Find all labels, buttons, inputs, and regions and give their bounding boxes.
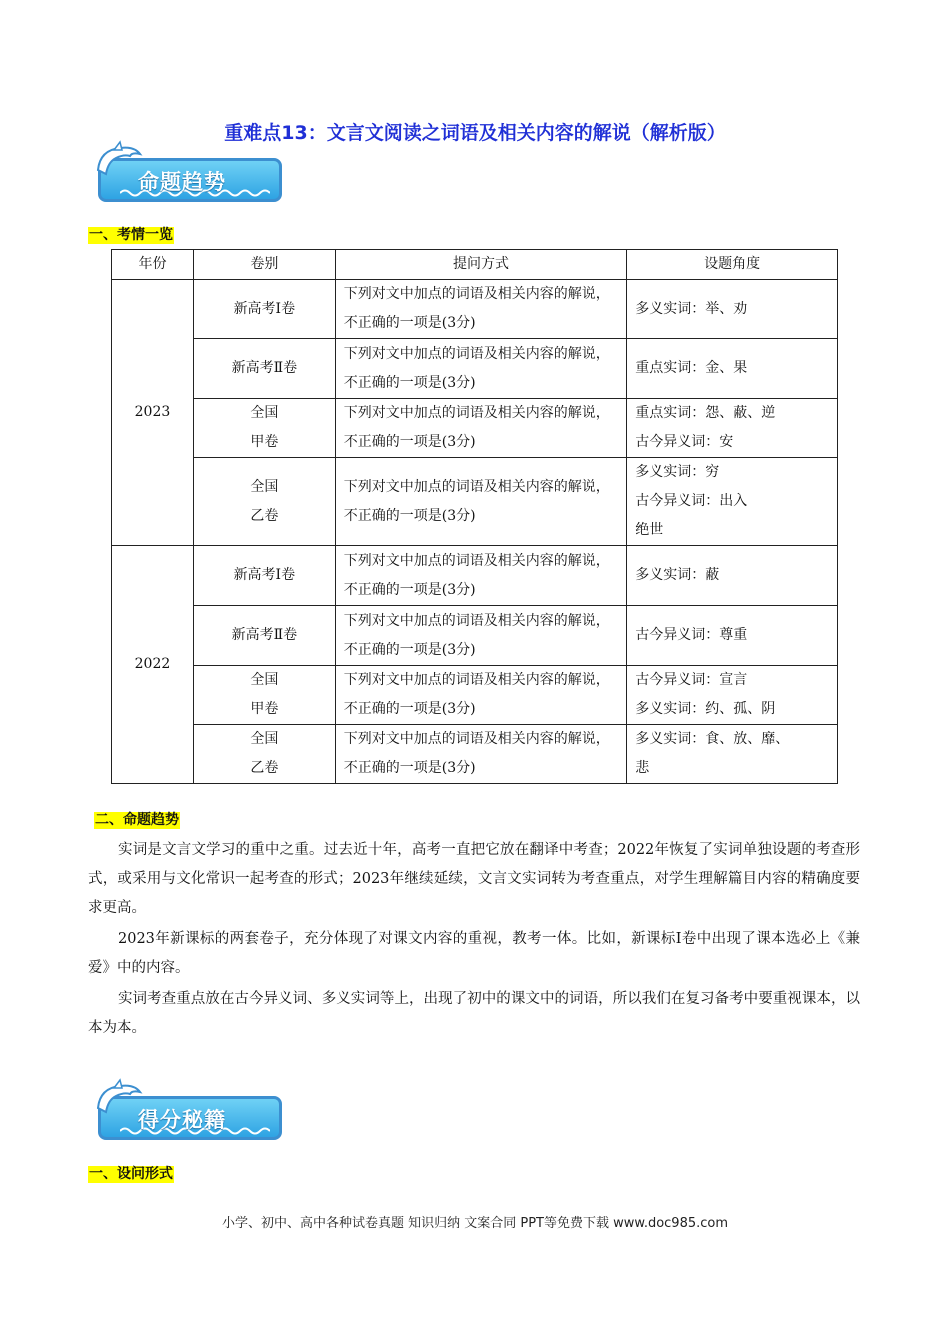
question-cell: 下列对文中加点的词语及相关内容的解说，不正确的一项是(3分) <box>335 546 627 606</box>
paper-cell: 新高考Ⅰ卷 <box>193 546 335 606</box>
question-cell: 下列对文中加点的词语及相关内容的解说，不正确的一项是(3分) <box>335 725 627 784</box>
paper-cell: 新高考Ⅱ卷 <box>193 606 335 666</box>
section-heading-question-form: 一、设问形式 <box>89 1166 173 1182</box>
section-heading-overview: 一、考情一览 <box>89 227 173 243</box>
paper-cell: 全国 乙卷 <box>193 725 335 784</box>
table-header-cell: 卷别 <box>193 250 335 280</box>
angle-cell: 多义实词：穷 古今异义词：出入 绝世 <box>627 458 838 546</box>
page-footer: 小学、初中、高中各种试卷真题 知识归纳 文案合同 PPT等免费下载 www.doc985.com <box>221 1216 729 1231</box>
angle-cell: 多义实词：食、放、靡、 悲 <box>627 725 838 784</box>
paper-cell: 全国 甲卷 <box>193 399 335 458</box>
question-cell: 下列对文中加点的词语及相关内容的解说，不正确的一项是(3分) <box>335 458 627 546</box>
trend-paragraph-2: 2023年新课标的两套卷子，充分体现了对课文内容的重视，教考一体。比如，新课标Ⅰ卷中出现了课本选必上《兼爱》中的内容。 <box>88 931 860 976</box>
dolphin-icon <box>94 1078 144 1118</box>
banner-tips-label: 得分秘籍 <box>138 1108 226 1132</box>
question-cell: 下列对文中加点的词语及相关内容的解说，不正确的一项是(3分) <box>335 606 627 666</box>
page-title: 重难点13：文言文阅读之词语及相关内容的解说（解析版） <box>224 122 726 144</box>
dolphin-icon <box>94 140 144 180</box>
table-row <box>112 666 838 725</box>
table-row <box>112 606 838 666</box>
question-cell: 下列对文中加点的词语及相关内容的解说，不正确的一项是(3分) <box>335 399 627 458</box>
paper-cell: 新高考Ⅱ卷 <box>193 339 335 399</box>
trend-paragraph-3: 实词考查重点放在古今异义词、多义实词等上，出现了初中的课文中的词语，所以我们在复习备考中要重视课本，以本为本。 <box>88 991 860 1036</box>
banner-trend-label: 命题趋势 <box>138 170 226 194</box>
table-row <box>112 725 838 784</box>
table-header-cell: 设题角度 <box>627 250 838 280</box>
table-row <box>112 339 838 399</box>
exam-overview-table <box>111 249 838 784</box>
angle-cell: 多义实词：举、劝 <box>627 280 838 339</box>
section-heading-trend: 二、命题趋势 <box>95 812 179 828</box>
year-cell: 2023 <box>112 280 194 546</box>
table-row <box>112 399 838 458</box>
question-cell: 下列对文中加点的词语及相关内容的解说，不正确的一项是(3分) <box>335 666 627 725</box>
angle-cell: 古今异义词：尊重 <box>627 606 838 666</box>
table-header-cell: 提问方式 <box>335 250 627 280</box>
trend-paragraph-1: 实词是文言文学习的重中之重。过去近十年，高考一直把它放在翻译中考查；2022年恢复了实词单独设题的考查形式，或采用与文化常识一起考查的形式；2023年继续延续，文言文实词转为考查重点，对学生理解篇目内容的精确度要求更高。 <box>88 842 860 916</box>
angle-cell: 重点实词：金、果 <box>627 339 838 399</box>
table-header-row <box>112 250 838 280</box>
table-header-cell: 年份 <box>112 250 194 280</box>
angle-cell: 古今异义词：宣言 多义实词：约、孤、阴 <box>627 666 838 725</box>
paper-cell: 新高考Ⅰ卷 <box>193 280 335 339</box>
angle-cell: 多义实词：蔽 <box>627 546 838 606</box>
table-row <box>112 458 838 546</box>
angle-cell: 重点实词：怨、蔽、逆 古今异义词：安 <box>627 399 838 458</box>
question-cell: 下列对文中加点的词语及相关内容的解说，不正确的一项是(3分) <box>335 280 627 339</box>
paper-cell: 全国 甲卷 <box>193 666 335 725</box>
table-row <box>112 280 838 339</box>
banner-trend <box>94 140 286 202</box>
paper-cell: 全国 乙卷 <box>193 458 335 546</box>
question-cell: 下列对文中加点的词语及相关内容的解说，不正确的一项是(3分) <box>335 339 627 399</box>
year-cell: 2022 <box>112 546 194 784</box>
banner-tips <box>94 1078 286 1140</box>
table-row <box>112 546 838 606</box>
